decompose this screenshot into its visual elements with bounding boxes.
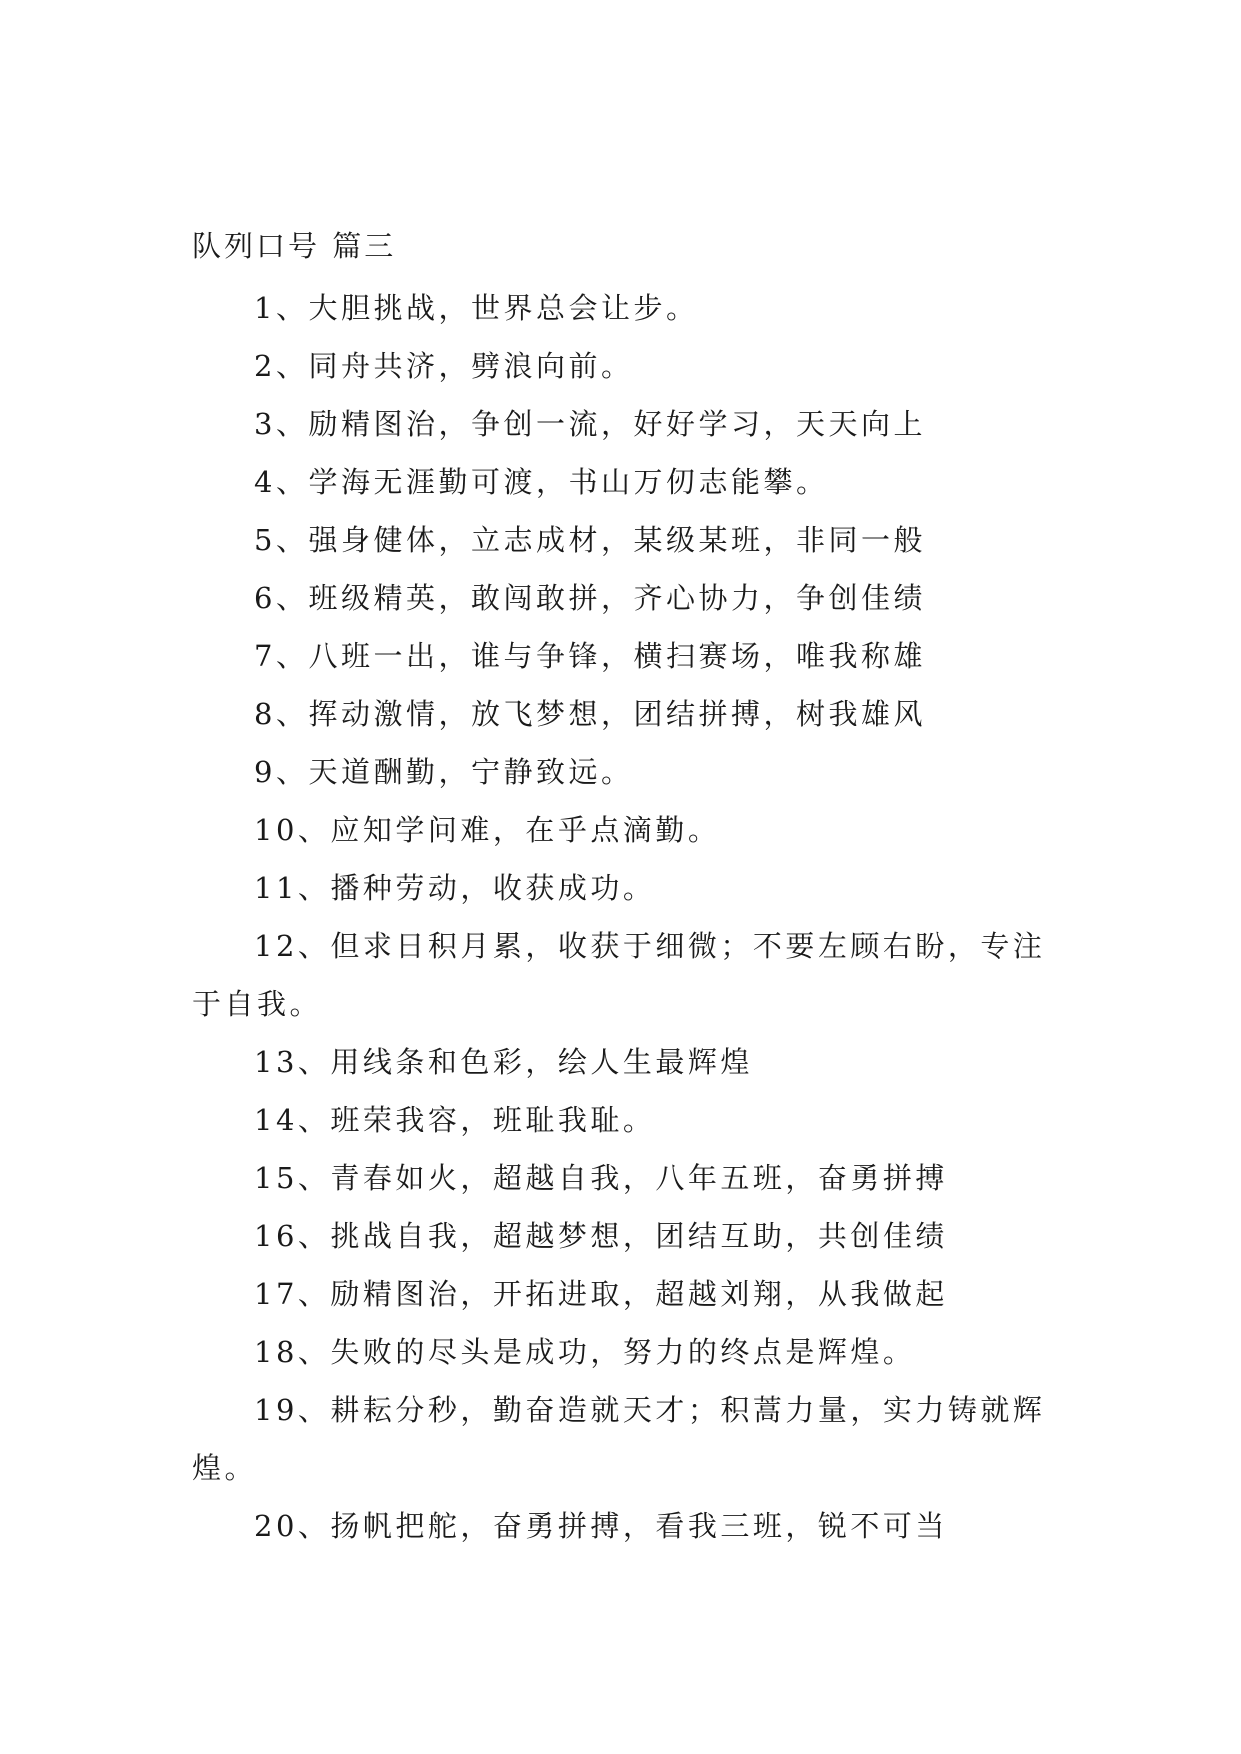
document-body bbox=[192, 221, 1054, 1555]
slogan-item: 20、扬帆把舵，奋勇拼搏，看我三班，锐不可当 bbox=[254, 1509, 948, 1543]
slogan-item: 12、但求日积月累，收获于细微；不要左顾右盼，专注于自我。 bbox=[192, 929, 1046, 1021]
slogan-item: 14、班荣我容，班耻我耻。 bbox=[254, 1103, 656, 1137]
slogan-item: 19、耕耘分秒，勤奋造就天才；积蒿力量，实力铸就辉煌。 bbox=[192, 1393, 1046, 1485]
slogan-item: 9、天道酬勤，宁静致远。 bbox=[254, 755, 634, 789]
slogan-item: 6、班级精英，敢闯敢拼，齐心协力，争创佳绩 bbox=[254, 581, 926, 615]
slogan-item: 4、学海无涯勤可渡，书山万仞志能攀。 bbox=[254, 465, 829, 499]
slogan-item: 2、同舟共济，劈浪向前。 bbox=[254, 349, 634, 383]
slogan-item: 16、挑战自我，超越梦想，团结互助，共创佳绩 bbox=[254, 1219, 948, 1253]
document-title: 队列口号 篇三 bbox=[192, 229, 397, 263]
slogan-item: 17、励精图治，开拓进取，超越刘翔，从我做起 bbox=[254, 1277, 948, 1311]
slogan-item: 8、挥动激情，放飞梦想，团结拼搏，树我雄风 bbox=[254, 697, 926, 731]
slogan-item: 13、用线条和色彩，绘人生最辉煌 bbox=[254, 1045, 753, 1079]
slogan-item: 7、八班一出，谁与争锋，横扫赛场，唯我称雄 bbox=[254, 639, 926, 673]
slogan-item: 1、大胆挑战，世界总会让步。 bbox=[254, 291, 699, 325]
slogan-item: 18、失败的尽头是成功，努力的终点是辉煌。 bbox=[254, 1335, 916, 1369]
slogan-item: 3、励精图治，争创一流，好好学习，天天向上 bbox=[254, 407, 926, 441]
slogan-item: 10、应知学问难，在乎点滴勤。 bbox=[254, 813, 721, 847]
slogan-item: 11、播种劳动，收获成功。 bbox=[254, 871, 656, 905]
slogan-item: 5、强身健体，立志成材，某级某班，非同一般 bbox=[254, 523, 926, 557]
slogan-item: 15、青春如火，超越自我，八年五班，奋勇拼搏 bbox=[254, 1161, 948, 1195]
